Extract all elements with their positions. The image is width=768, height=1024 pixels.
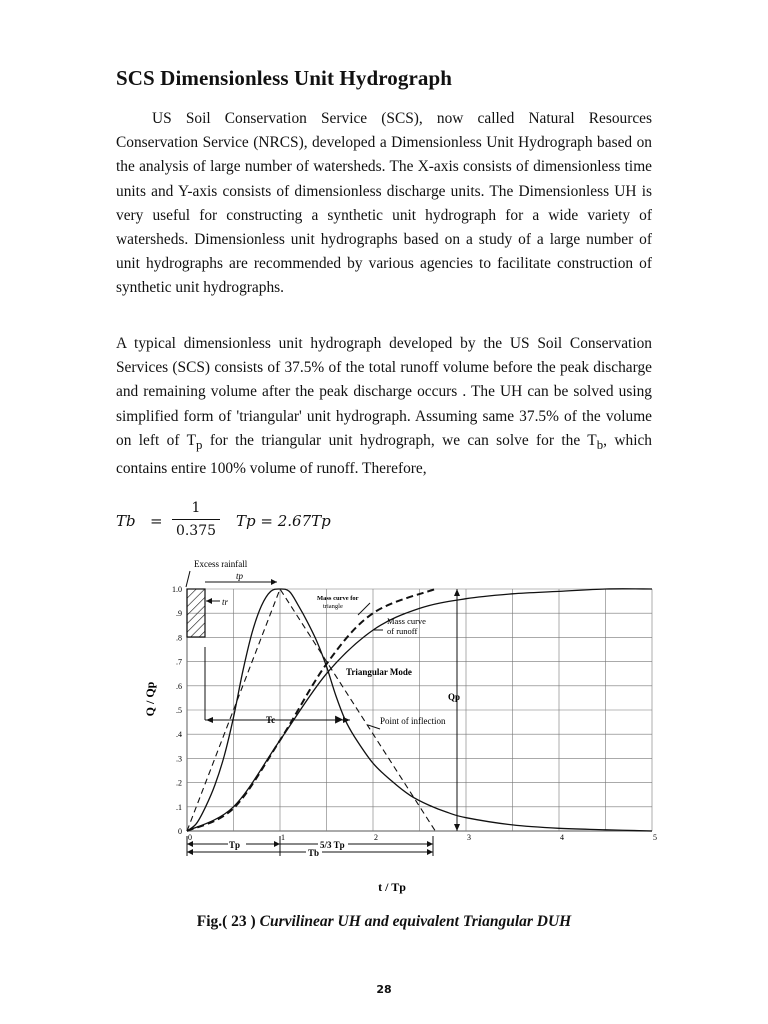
y-axis-label: Q / Qp <box>143 681 157 717</box>
x-axis-label: t / Tp <box>378 880 406 894</box>
x-tick-label: 0 <box>188 833 192 842</box>
x-tick-labels <box>188 833 657 842</box>
caption-text: Curvilinear UH and equivalent Triangular DUH <box>259 913 572 930</box>
triangular-uh-paragraph <box>116 332 652 481</box>
excess-rainfall-label: Excess rainfall <box>194 559 248 569</box>
section-heading: SCS Dimensionless Unit Hydrograph <box>116 66 453 90</box>
y-tick-label: .6 <box>176 681 182 691</box>
tr-label: tr <box>222 597 229 607</box>
triangular-mode-label: Triangular Mode <box>346 667 412 677</box>
tb-span-label: Tb <box>308 848 320 858</box>
qp-label: Qp <box>448 692 461 702</box>
y-tick-label: .3 <box>176 754 182 764</box>
x-tick-label: 4 <box>560 833 564 842</box>
y-tick-label: .9 <box>176 609 182 619</box>
formula-fraction <box>168 498 224 541</box>
figure-caption <box>0 913 768 931</box>
tc-label: Tc <box>266 715 276 725</box>
excess-rainfall-block <box>187 589 205 637</box>
formula-rhs-text: Tp = 2.67Tp <box>236 512 331 530</box>
recession-span-label: 5/3 Tp <box>320 840 345 850</box>
paragraph-text-part1: A typical dimensionless unit hydrograph developed by the US Soil Conservation Services (SCS) consists of 37.5% of the total runoff volume before the peak discharge and remaining volume after the peak discharge occurs . The UH can be solved using simplified form of 'triangular' unit hydrograph. Assuming same 37.5% of the volume on left of T <box>116 335 652 449</box>
tb-formula <box>116 498 376 546</box>
x-tick-label: 1 <box>281 833 285 842</box>
hydrograph-figure <box>130 553 670 903</box>
formula-rhs <box>236 512 331 530</box>
y-tick-label: .1 <box>176 802 182 812</box>
paragraph-text-part2: for the triangular unit hydrograph, we can solve for the T <box>202 431 597 449</box>
tp-label: tp <box>236 571 244 581</box>
inflection-label: Point of inflection <box>380 716 446 726</box>
mass-curve-runoff-label: Mass curve <box>387 616 426 626</box>
subscript-p: p <box>196 437 203 452</box>
y-tick-label: 0 <box>178 827 182 836</box>
y-tick-label: 1.0 <box>172 585 182 594</box>
subscript-b: b <box>596 437 604 452</box>
fraction-bar <box>172 519 220 520</box>
y-tick-label: .8 <box>176 633 182 643</box>
x-tick-label: 5 <box>653 833 657 842</box>
y-tick-label: .7 <box>176 657 182 667</box>
tp-span-label: Tp <box>229 840 241 850</box>
mass-curve-triangle-label: Mass curve for <box>317 595 359 602</box>
page-number: 28 <box>376 983 392 996</box>
y-tick-label: .5 <box>176 706 182 715</box>
caption-label: Fig.( 23 ) <box>196 913 256 930</box>
x-tick-label: 3 <box>467 833 471 842</box>
x-tick-label: 2 <box>374 833 378 842</box>
mass-curve-triangle-label-2: triangle <box>323 603 343 610</box>
paragraph-text-part3: , which contains entire 100% volume of runoff. Therefore, <box>116 431 652 478</box>
formula-denominator: 0.375 <box>175 523 217 539</box>
formula-equals: = <box>150 512 163 530</box>
y-tick-label: .4 <box>176 730 182 740</box>
intro-paragraph: US Soil Conservation Service (SCS), now called Natural Resources Conservation Service (NRCS), developed a Dimensionless Unit Hydrograph based on the analysis of large number of watersheds. The X-axis consists of dimensionless time units and Y-axis consists of dimensionless discharge units. The Dimensionless UH is very useful for constructing a synthetic unit hydrograph for a wide variety of watersheds. Dimensionless unit hydrographs based on a study of a large number of unit hydrographs are recommended by various agencies to facilitate construction of synthetic unit hydrographs. <box>116 110 652 297</box>
y-tick-label: .2 <box>176 778 182 788</box>
y-tick-labels <box>172 585 182 836</box>
formula-numerator: 1 <box>191 500 201 516</box>
formula-lhs: Tb <box>116 512 136 530</box>
mass-curve-runoff-label-2: of runoff <box>387 626 418 636</box>
